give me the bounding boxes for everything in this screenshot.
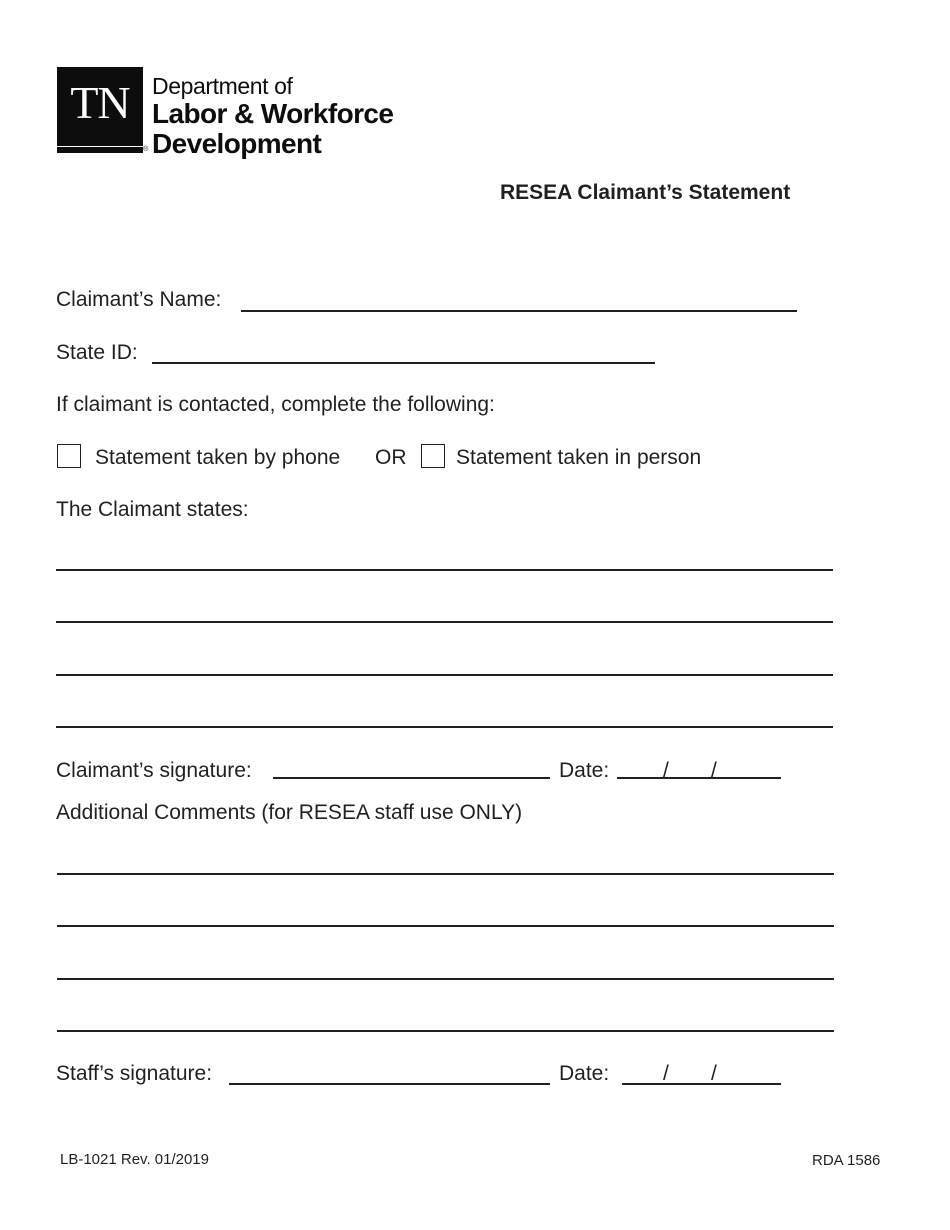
comments-line-3[interactable]: [57, 978, 834, 980]
or-label: OR: [375, 446, 407, 469]
claimant-states-label: The Claimant states:: [56, 498, 249, 521]
logo-development-text: Development: [152, 128, 322, 159]
claimant-statement-line-3[interactable]: [56, 674, 833, 676]
claimant-signature-field[interactable]: [273, 777, 550, 779]
logo-labor-workforce-text: Labor & Workforce: [152, 98, 394, 129]
form-title: RESEA Claimant’s Statement: [500, 181, 791, 204]
contact-instruction: If claimant is contacted, complete the following:: [56, 393, 495, 416]
claimant-statement-line-4[interactable]: [56, 726, 833, 728]
staff-date-separator-2: /: [711, 1062, 717, 1085]
claimant-date-separator-2: /: [711, 759, 717, 782]
registered-mark: ®: [143, 146, 149, 153]
comments-line-2[interactable]: [57, 925, 834, 927]
staff-date-label: Date:: [559, 1062, 610, 1085]
staff-signature-field[interactable]: [229, 1083, 550, 1085]
additional-comments-label: Additional Comments (for RESEA staff use ONLY): [56, 801, 523, 824]
staff-date-separator-1: /: [663, 1062, 669, 1085]
state-id-field[interactable]: [152, 362, 655, 364]
phone-checkbox[interactable]: [57, 444, 81, 468]
claimant-date-label: Date:: [559, 759, 610, 782]
in-person-option-label: Statement taken in person: [456, 446, 702, 469]
logo-underline: [57, 147, 143, 153]
logo-department-text: Department of: [152, 73, 293, 99]
tn-logo-mark: TN: [57, 67, 143, 146]
form-number: LB-1021 Rev. 01/2019: [60, 1151, 209, 1168]
claimant-statement-line-1[interactable]: [56, 569, 833, 571]
claimant-statement-line-2[interactable]: [56, 621, 833, 623]
comments-line-4[interactable]: [57, 1030, 834, 1032]
claimant-date-separator-1: /: [663, 759, 669, 782]
staff-date-field[interactable]: [622, 1083, 781, 1085]
claimant-date-field[interactable]: [617, 777, 781, 779]
comments-line-1[interactable]: [57, 873, 834, 875]
staff-signature-label: Staff’s signature:: [56, 1062, 213, 1085]
claimant-signature-label: Claimant’s signature:: [56, 759, 252, 782]
in-person-checkbox[interactable]: [421, 444, 445, 468]
state-id-label: State ID:: [56, 341, 138, 364]
rda-number: RDA 1586: [812, 1152, 881, 1169]
claimant-name-label: Claimant’s Name:: [56, 288, 222, 311]
claimant-name-field[interactable]: [241, 310, 797, 312]
phone-option-label: Statement taken by phone: [95, 446, 341, 469]
